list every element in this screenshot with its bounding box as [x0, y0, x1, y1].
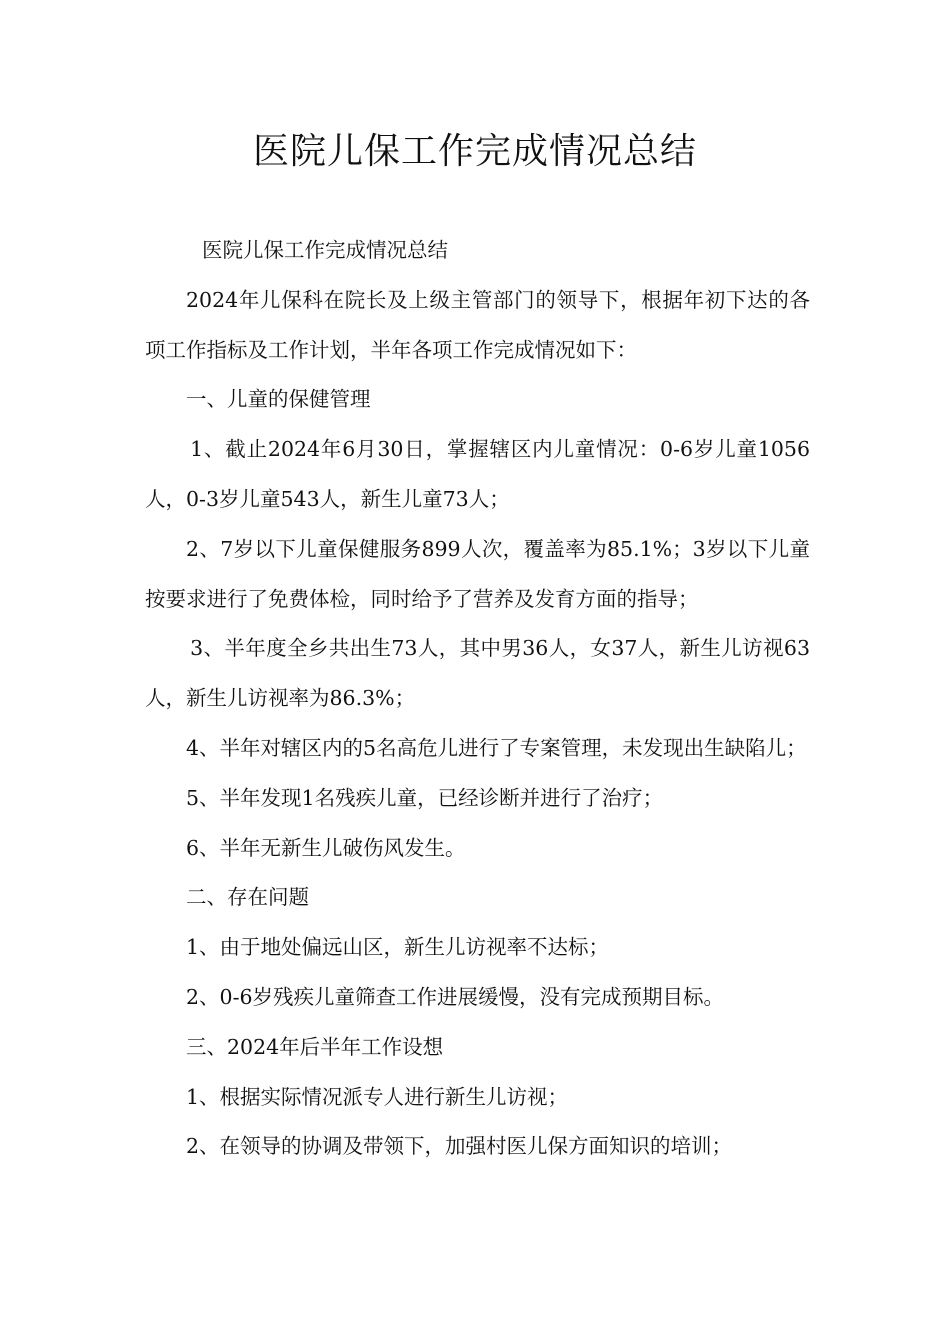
list-item: 2、在领导的协调及带领下，加强村医儿保方面知识的培训； [186, 1134, 733, 1159]
list-item: 1、截止2024年6月30日，掌握辖区内儿童情况：0-6岁儿童1056人，0-3岁儿童543人，新生儿童73人； [145, 437, 810, 511]
section-heading-1: 一、儿童的保健管理 [186, 387, 371, 412]
document-body [145, 226, 810, 1172]
list-item: 2、7岁以下儿童保健服务899人次，覆盖率为85.1%；3岁以下儿童按要求进行了免费体检，同时给予了营养及发育方面的指导； [145, 536, 810, 611]
list-item: 4、半年对辖区内的5名高危儿进行了专案管理，未发现出生缺陷儿； [186, 735, 807, 760]
list-item: 5、半年发现1名残疾儿童，已经诊断并进行了治疗； [186, 785, 664, 810]
intro-paragraph: 2024年儿保科在院长及上级主管部门的领导下，根据年初下达的各项工作指标及工作计划，半年各项工作完成情况如下： [145, 287, 810, 362]
list-item: 2、0-6岁残疾儿童筛查工作进展缓慢，没有完成预期目标。 [186, 984, 725, 1009]
section-heading-2: 二、存在问题 [186, 885, 309, 910]
section-heading-3: 三、2024年后半年工作设想 [186, 1034, 444, 1059]
document-title: 医院儿保工作完成情况总结 [252, 131, 697, 172]
list-item: 1、由于地处偏远山区，新生儿访视率不达标； [186, 935, 610, 960]
body-heading: 医院儿保工作完成情况总结 [202, 238, 448, 262]
list-item: 3、半年度全乡共出生73人，其中男36人，女37人，新生儿访视63人，新生儿访视率为86.3%； [145, 636, 810, 711]
list-item: 6、半年无新生儿破伤风发生。 [186, 835, 466, 860]
list-item: 1、根据实际情况派专人进行新生儿访视； [186, 1084, 569, 1109]
